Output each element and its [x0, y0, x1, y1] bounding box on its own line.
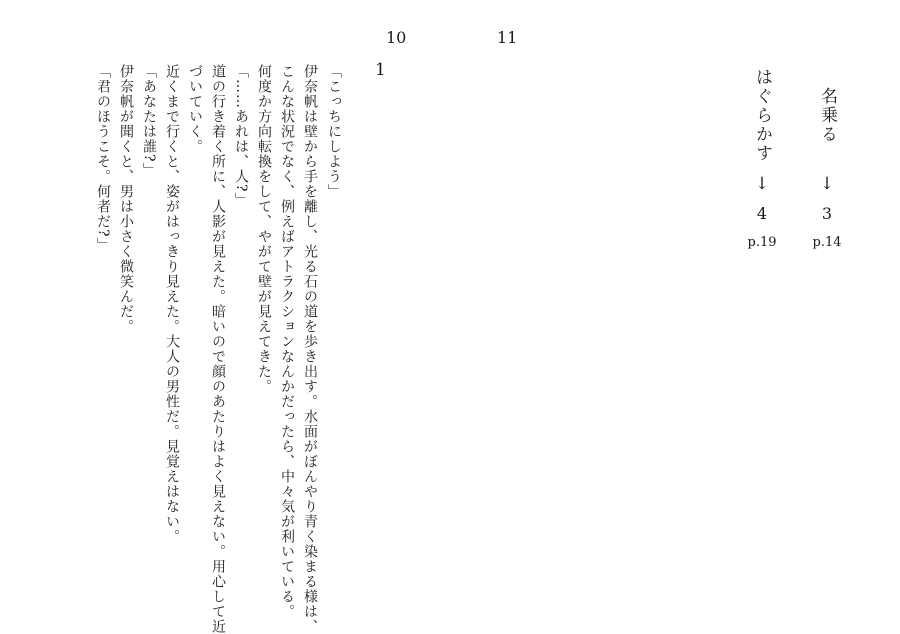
arrow-down-icon: ↓	[819, 174, 835, 194]
body-line: 何度か方向転換をして、やがて壁が見えてきた。	[256, 64, 272, 394]
toc-entry	[804, 60, 850, 250]
toc-entry	[739, 60, 785, 250]
toc-page: p.19	[747, 235, 777, 250]
toc-number: 3	[821, 204, 833, 223]
page-number-right: 11	[497, 28, 518, 47]
body-line: 「……あれは、人?」	[233, 64, 249, 208]
chapter-number: 1	[375, 60, 386, 80]
toc-page: p.14	[812, 235, 842, 250]
body-line: 近くまで行くと、姿がはっきり見えた。大人の男性だ。見覚えはない。	[164, 64, 180, 544]
body-line: 「君のほうこそ。何者だ?」	[95, 64, 111, 253]
body-line: 「こっちにしよう」	[326, 64, 342, 199]
arrow-down-icon: ↓	[754, 174, 770, 194]
toc-title: はぐらかす	[752, 67, 772, 163]
body-line: 道の行き着く所に、人影が見えた。暗いので顔のあたりはよく見えない。用心して近	[210, 64, 226, 634]
toc-title: 名乗る	[817, 86, 837, 144]
toc-number: 4	[756, 204, 768, 223]
body-line: 伊奈帆は壁から手を離し、光る石の道を歩き出す。水面がぼんやり青く染まる様は、	[302, 64, 318, 634]
body-line: づいていく。	[187, 64, 203, 154]
body-line: 伊奈帆が聞くと、男は小さく微笑んだ。	[118, 64, 134, 334]
body-line: 「あなたは誰?」	[141, 64, 157, 178]
page-number-left: 10	[386, 28, 407, 47]
body-line: こんな状況でなく、例えばアトラクションなんかだったら、中々気が利いている。	[279, 64, 295, 619]
